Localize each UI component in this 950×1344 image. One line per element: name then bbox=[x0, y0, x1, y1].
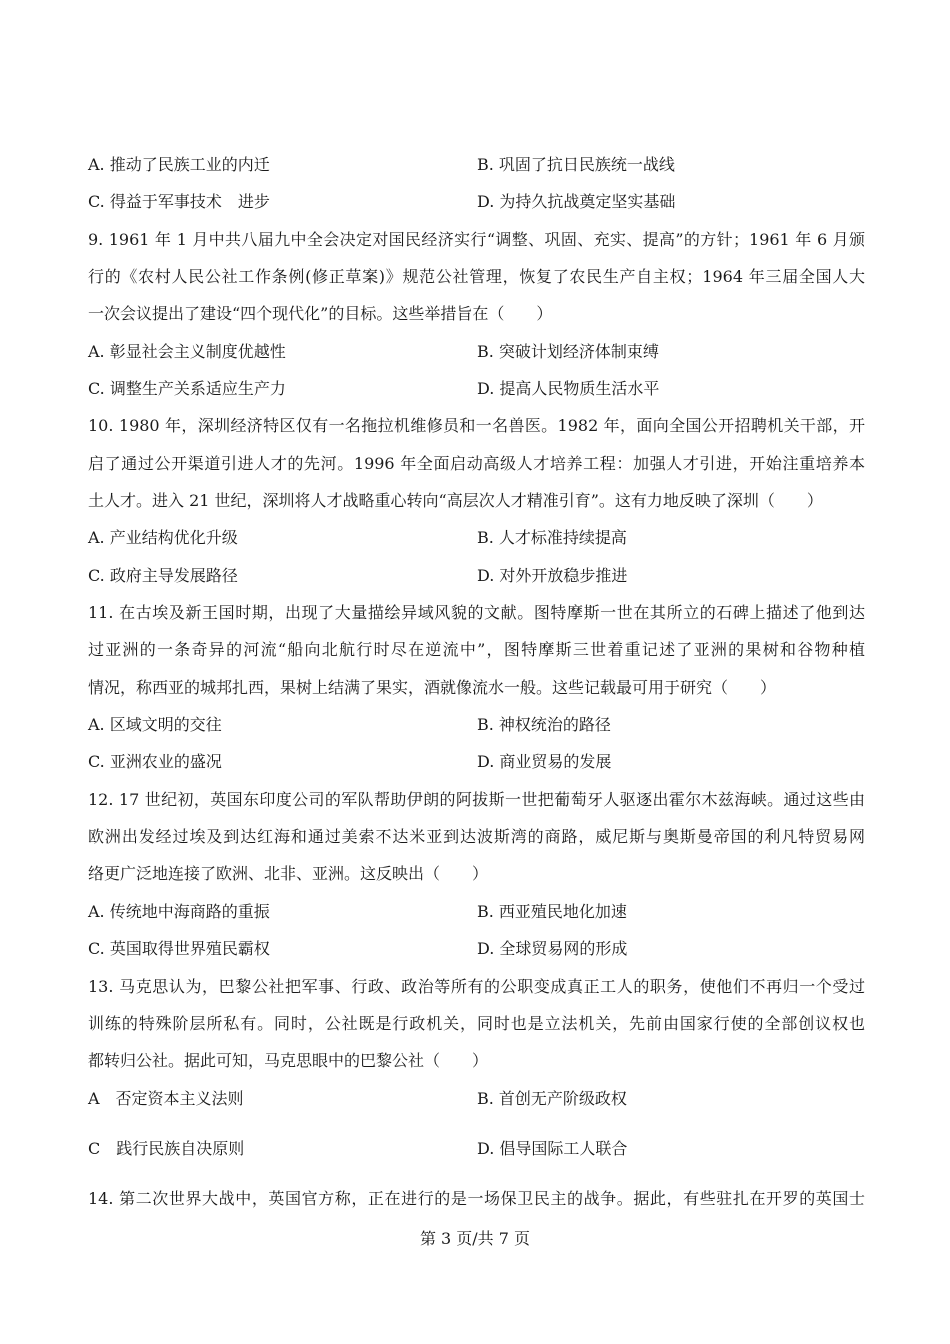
q12-option-c[interactable]: C. 英国取得世界殖民霸权 bbox=[88, 939, 270, 958]
q10-option-d[interactable]: D. 对外开放稳步推进 bbox=[477, 566, 628, 585]
q8-option-c[interactable]: C. 得益于军事技术 进步 bbox=[88, 192, 270, 211]
q11-stem-line: 11. 在古埃及新王国时期，出现了大量描绘异域风貌的文献。图特摩斯一世在其所立的石碑上描述了他到达 bbox=[88, 603, 865, 622]
q10-stem-line: 启了通过公开渠道引进人才的先河。1996 年全面启动高级人才培养工程：加强人才引进，开始注重培养本 bbox=[88, 454, 865, 473]
q9-option-c[interactable]: C. 调整生产关系适应生产力 bbox=[88, 379, 286, 398]
q8-option-a[interactable]: A. 推动了民族工业的内迁 bbox=[88, 155, 270, 174]
q10-option-b[interactable]: B. 人才标准持续提高 bbox=[477, 528, 627, 547]
q13-option-d[interactable]: D. 倡导国际工人联合 bbox=[477, 1139, 628, 1158]
q11-option-c[interactable]: C. 亚洲农业的盛况 bbox=[88, 752, 222, 771]
q14-stem-line: 14. 第二次世界大战中，英国官方称，正在进行的是一场保卫民主的战争。据此，有些驻扎在开罗的英国士 bbox=[88, 1189, 865, 1208]
q13-option-a[interactable]: A 否定资本主义法则 bbox=[88, 1089, 244, 1108]
q9-stem-line: 9. 1961 年 1 月中共八届九中全会决定对国民经济实行“调整、巩固、充实、提高”的方针；1961 年 6 月颁 bbox=[88, 230, 865, 249]
q9-stem-line: 一次会议提出了建设“四个现代化”的目标。这些举措旨在（ ） bbox=[88, 304, 553, 323]
q10-option-c[interactable]: C. 政府主导发展路径 bbox=[88, 566, 238, 585]
q12-stem-line: 欧洲出发经过埃及到达红海和通过美索不达米亚到达波斯湾的商路，威尼斯与奥斯曼帝国的利凡特贸易网 bbox=[88, 827, 865, 846]
q11-stem-line: 过亚洲的一条奇异的河流“船向北航行时尽在逆流中”，图特摩斯三世着重记述了亚洲的果树和谷物种植 bbox=[88, 640, 865, 659]
q13-stem-line: 训练的特殊阶层所私有。同时，公社既是行政机关，同时也是立法机关，先前由国家行使的全部创议权也 bbox=[88, 1014, 865, 1033]
q11-option-d[interactable]: D. 商业贸易的发展 bbox=[477, 752, 612, 771]
q13-option-b[interactable]: B. 首创无产阶级政权 bbox=[477, 1089, 627, 1108]
q9-option-d[interactable]: D. 提高人民物质生活水平 bbox=[477, 379, 660, 398]
q10-option-a[interactable]: A. 产业结构优化升级 bbox=[88, 528, 238, 547]
q11-stem-line: 情况，称西亚的城邦扎西，果树上结满了果实，酒就像流水一般。这些记载最可用于研究（ ） bbox=[88, 678, 777, 697]
q11-option-b[interactable]: B. 神权统治的路径 bbox=[477, 715, 611, 734]
q12-stem-line: 12. 17 世纪初，英国东印度公司的军队帮助伊朗的阿拔斯一世把葡萄牙人驱逐出霍尔木兹海峡。通过这些由 bbox=[88, 790, 865, 809]
q8-option-b[interactable]: B. 巩固了抗日民族统一战线 bbox=[477, 155, 675, 174]
q13-stem-line: 都转归公社。据此可知，马克思眼中的巴黎公社（ ） bbox=[88, 1051, 489, 1070]
q9-option-a[interactable]: A. 彰显社会主义制度优越性 bbox=[88, 342, 286, 361]
q10-stem-line: 土人才。进入 21 世纪，深圳将人才战略重心转向“高层次人才精准引育”。这有力地反映了深圳（ ） bbox=[88, 491, 823, 510]
q12-option-a[interactable]: A. 传统地中海商路的重振 bbox=[88, 902, 270, 921]
q13-stem-line: 13. 马克思认为，巴黎公社把军事、行政、政治等所有的公职变成真正工人的职务，使他们不再归一个受过 bbox=[88, 977, 865, 996]
q10-stem-line: 10. 1980 年，深圳经济特区仅有一名拖拉机维修员和一名兽医。1982 年，面向全国公开招聘机关干部，开 bbox=[88, 416, 865, 435]
q12-stem-line: 络更广泛地连接了欧洲、北非、亚洲。这反映出（ ） bbox=[88, 864, 489, 883]
q13-option-c[interactable]: C 践行民族自决原则 bbox=[88, 1139, 245, 1158]
q8-option-d[interactable]: D. 为持久抗战奠定坚实基础 bbox=[477, 192, 676, 211]
q9-option-b[interactable]: B. 突破计划经济体制束缚 bbox=[477, 342, 659, 361]
q12-option-d[interactable]: D. 全球贸易网的形成 bbox=[477, 939, 628, 958]
q9-stem-line: 行的《农村人民公社工作条例(修正草案)》规范公社管理，恢复了农民生产自主权；1964 年三届全国人大 bbox=[88, 267, 865, 286]
q12-option-b[interactable]: B. 西亚殖民地化加速 bbox=[477, 902, 627, 921]
q11-option-a[interactable]: A. 区域文明的交往 bbox=[88, 715, 222, 734]
page-number: 第 3 页/共 7 页 bbox=[419, 1229, 531, 1248]
